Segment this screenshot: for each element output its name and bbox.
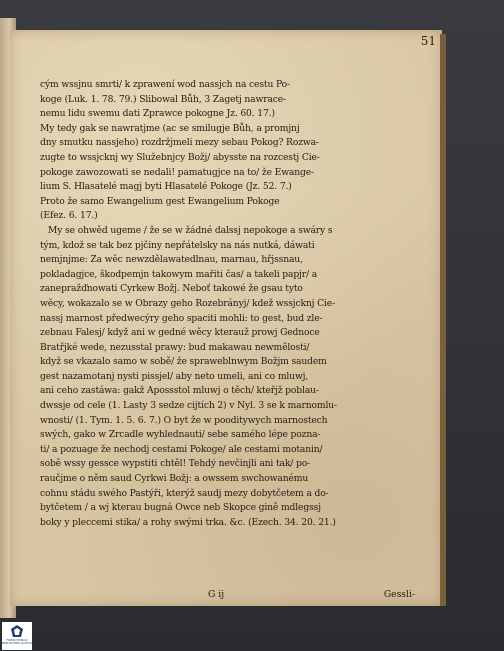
text-line: zanepražďnowati Cyrkew Božj. Neboť takowé že gsau tyto (40, 283, 303, 295)
text-line: zebnau Falesj/ když ani w gedné wěcy kterauž prowj Gednoce (40, 327, 320, 339)
page-edge (440, 34, 446, 606)
page-footer (30, 589, 415, 603)
text-line: swých, gako w Zrcadle wyhlednauti/ sebe samého lépe pozna- (40, 429, 321, 441)
text-line: cohnu stádu swého Pastýři, kterýž saudj mezy dobytčetem a do- (40, 487, 329, 499)
text-line: koge (Luk. 1. 78. 79.) Slibowal Bůh, 3 Zagetj nawrace- (40, 93, 287, 105)
text-line: dwssje od cele (1. Lasty 3 sedze cijtích 2) v Nyl. 3 se k marnomlu- (40, 400, 337, 412)
text-line: nemu lidu swemu dati Zprawce pokogne Jz. 60. 17.) (40, 108, 275, 120)
page-number: 51 (420, 34, 436, 48)
text-line: ani ceho zastáwa: gakž Apossstol mluwj o těch/ kteřjž poblau- (40, 385, 319, 397)
text-line: pokoge zawozowati se nedali! pamatugjce na to/ že Ewange- (40, 166, 314, 178)
text-line: wěcy, wokazalo se w Obrazy geho Rozebrányj/ kdež wssjcknj Cie- (40, 297, 336, 309)
text-line: pokladagjce, škodpemjn takowym mařiti čas/ a takeli papjr/ a (40, 268, 318, 280)
text-line: gest nazamotanj nysti pissjel/ aby neto umeli, ani co mluwj, (40, 370, 309, 382)
text-line: nemjnjme: Za wěc newzdělawatedlnau, marnau, hřjssnau, (40, 254, 303, 266)
text-line: zugte to wssjcknj wy Služebnjcy Božj/ abysste na rozcestj Cie- (40, 151, 320, 163)
text-line: tým, kdož se tak bez pjčiny nepřátelsky na nás nutká, dáwati (40, 239, 315, 251)
catchword: Gessli- (383, 589, 415, 600)
signature-mark: G ij (208, 589, 225, 600)
text-line: ti/ a pozuage že nechodj cestami Pokoge/ ale cestami motanin/ (40, 443, 323, 455)
text-line: bytčetem / a wj kterau bugná Owce neb Skopce gině mdlegssj (40, 502, 321, 514)
text-line: když se vkazalo samo w sobě/ že spraweblnwym Božjm saudem (40, 356, 327, 368)
book-page (10, 30, 442, 606)
page-text (40, 78, 425, 530)
text-line: boky y pleccemi stika/ a rohy swými trka. &c. (Ezech. 34. 20. 21.) (40, 516, 336, 528)
library-logo (2, 622, 32, 650)
library-logo-text: FORSCHUNGS BIBLIOTHEK GOTHA (2, 638, 32, 646)
text-line: lium S. Hlasatelé magj byti Hlasatelé Pokoge (Jz. 52. 7.) (40, 181, 292, 193)
text-line: wnosti/ (1. Tym. 1. 5. 6. 7.) O byt že w pooditywych marnostech (40, 414, 328, 426)
text-line: (Efez. 6. 17.) (40, 210, 98, 222)
text-line: Proto že samo Ewangelium gest Ewangelium Pokoge (40, 195, 280, 207)
text-line: nassj marnost předwecýry geho spaciti mohli: to gest, bud zle- (40, 312, 323, 324)
text-line: cým wssjnu smrti/ k zprawení wod nassjch na cestu Po- (40, 79, 290, 90)
crest-icon (11, 625, 23, 637)
text-line: raučjme o něm saud Cyrkwi Božj: a owssem swchowanému (40, 473, 309, 485)
text-line: sobě wssy gessce wypstiti chtěl! Tehdý nevčinjli ani tak/ po- (40, 458, 311, 470)
text-line: Bratřjké wede, nezusstal prawy: bud makawau newmělosti/ (40, 341, 310, 353)
text-line: My tedy gak se nawratjme (ac se smilugje Bůh, a promjnj (40, 122, 300, 134)
text-line: dny smutku nassjeho) rozdržjmeli mezy sebau Pokog? Rozwa- (40, 137, 319, 149)
text-line: My se ohwěd ugeme / že se w žádné dalssj nepokoge a swáry s (48, 224, 333, 236)
